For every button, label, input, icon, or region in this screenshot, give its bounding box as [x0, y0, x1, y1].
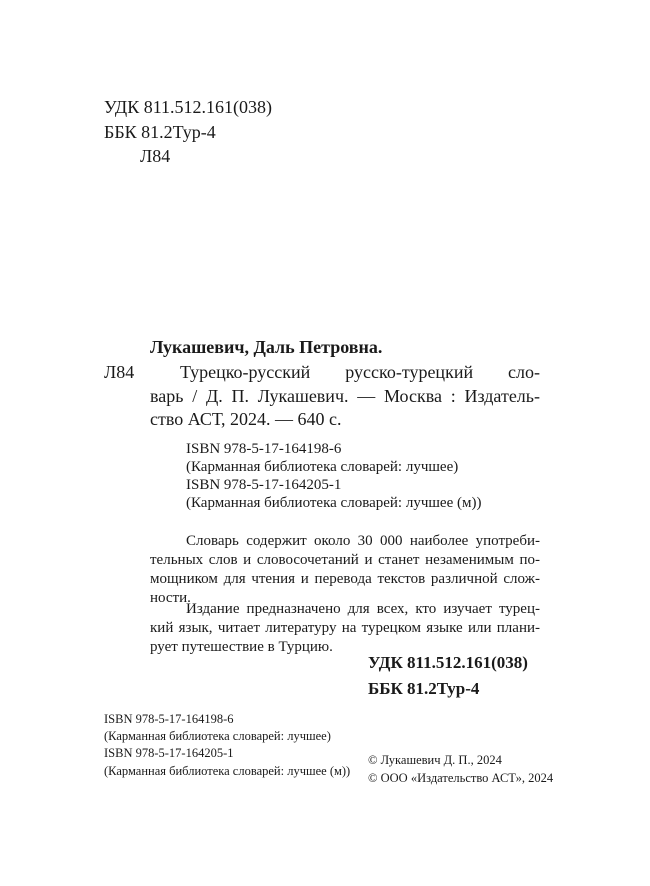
description-line: Турецко-русский русско-турецкий сло- — [180, 362, 540, 382]
copyright-publisher: © ООО «Издательство АСТ», 2024 — [368, 771, 554, 785]
udk-code-top: УДК 811.512.161(038) — [104, 97, 273, 117]
author-heading: Лукашевич, Даль Петровна. — [150, 337, 383, 357]
footer-series-line: (Карманная библиотека словарей: лучшее (м)) — [104, 764, 351, 778]
footer-isbn-line: ISBN 978-5-17-164198-6 — [104, 712, 234, 726]
bbk-code-bottom: ББК 81.2Тур-4 — [368, 679, 480, 698]
description-line: ство АСТ, 2024. — 640 с. — [150, 409, 342, 429]
copyright-author: © Лукашевич Д. П., 2024 — [368, 753, 502, 767]
series-line: (Карманная библиотека словарей: лучшее) — [186, 459, 459, 475]
annotation-line: тельных слов и словосочетаний и станет незаменимым по- — [150, 552, 540, 568]
annotation-line: Издание предназначено для всех, кто изучает турец- — [186, 601, 540, 617]
udk-code-bottom: УДК 811.512.161(038) — [368, 653, 528, 672]
footer-isbn-line: ISBN 978-5-17-164205-1 — [104, 746, 234, 760]
bbk-code-top: ББК 81.2Тур-4 — [104, 122, 216, 142]
description-line: варь / Д. П. Лукашевич. — Москва : Издатель- — [150, 386, 540, 406]
annotation-line: кий язык, читает литературу на турецком языке или плани- — [150, 620, 540, 636]
series-line: (Карманная библиотека словарей: лучшее (м)) — [186, 495, 482, 511]
author-mark-top: Л84 — [140, 146, 171, 166]
footer-series-line: (Карманная библиотека словарей: лучшее) — [104, 729, 331, 743]
annotation-line: рует путешествие в Турцию. — [150, 639, 333, 655]
isbn-line: ISBN 978-5-17-164205-1 — [186, 477, 342, 493]
annotation-line: Словарь содержит около 30 000 наиболее употреби- — [186, 533, 540, 549]
isbn-line: ISBN 978-5-17-164198-6 — [186, 441, 342, 457]
annotation-line: мощником для чтения и перевода текстов различной слож- — [150, 571, 540, 587]
annotation-line: ности. — [150, 590, 191, 606]
author-mark-entry: Л84 — [104, 362, 135, 382]
